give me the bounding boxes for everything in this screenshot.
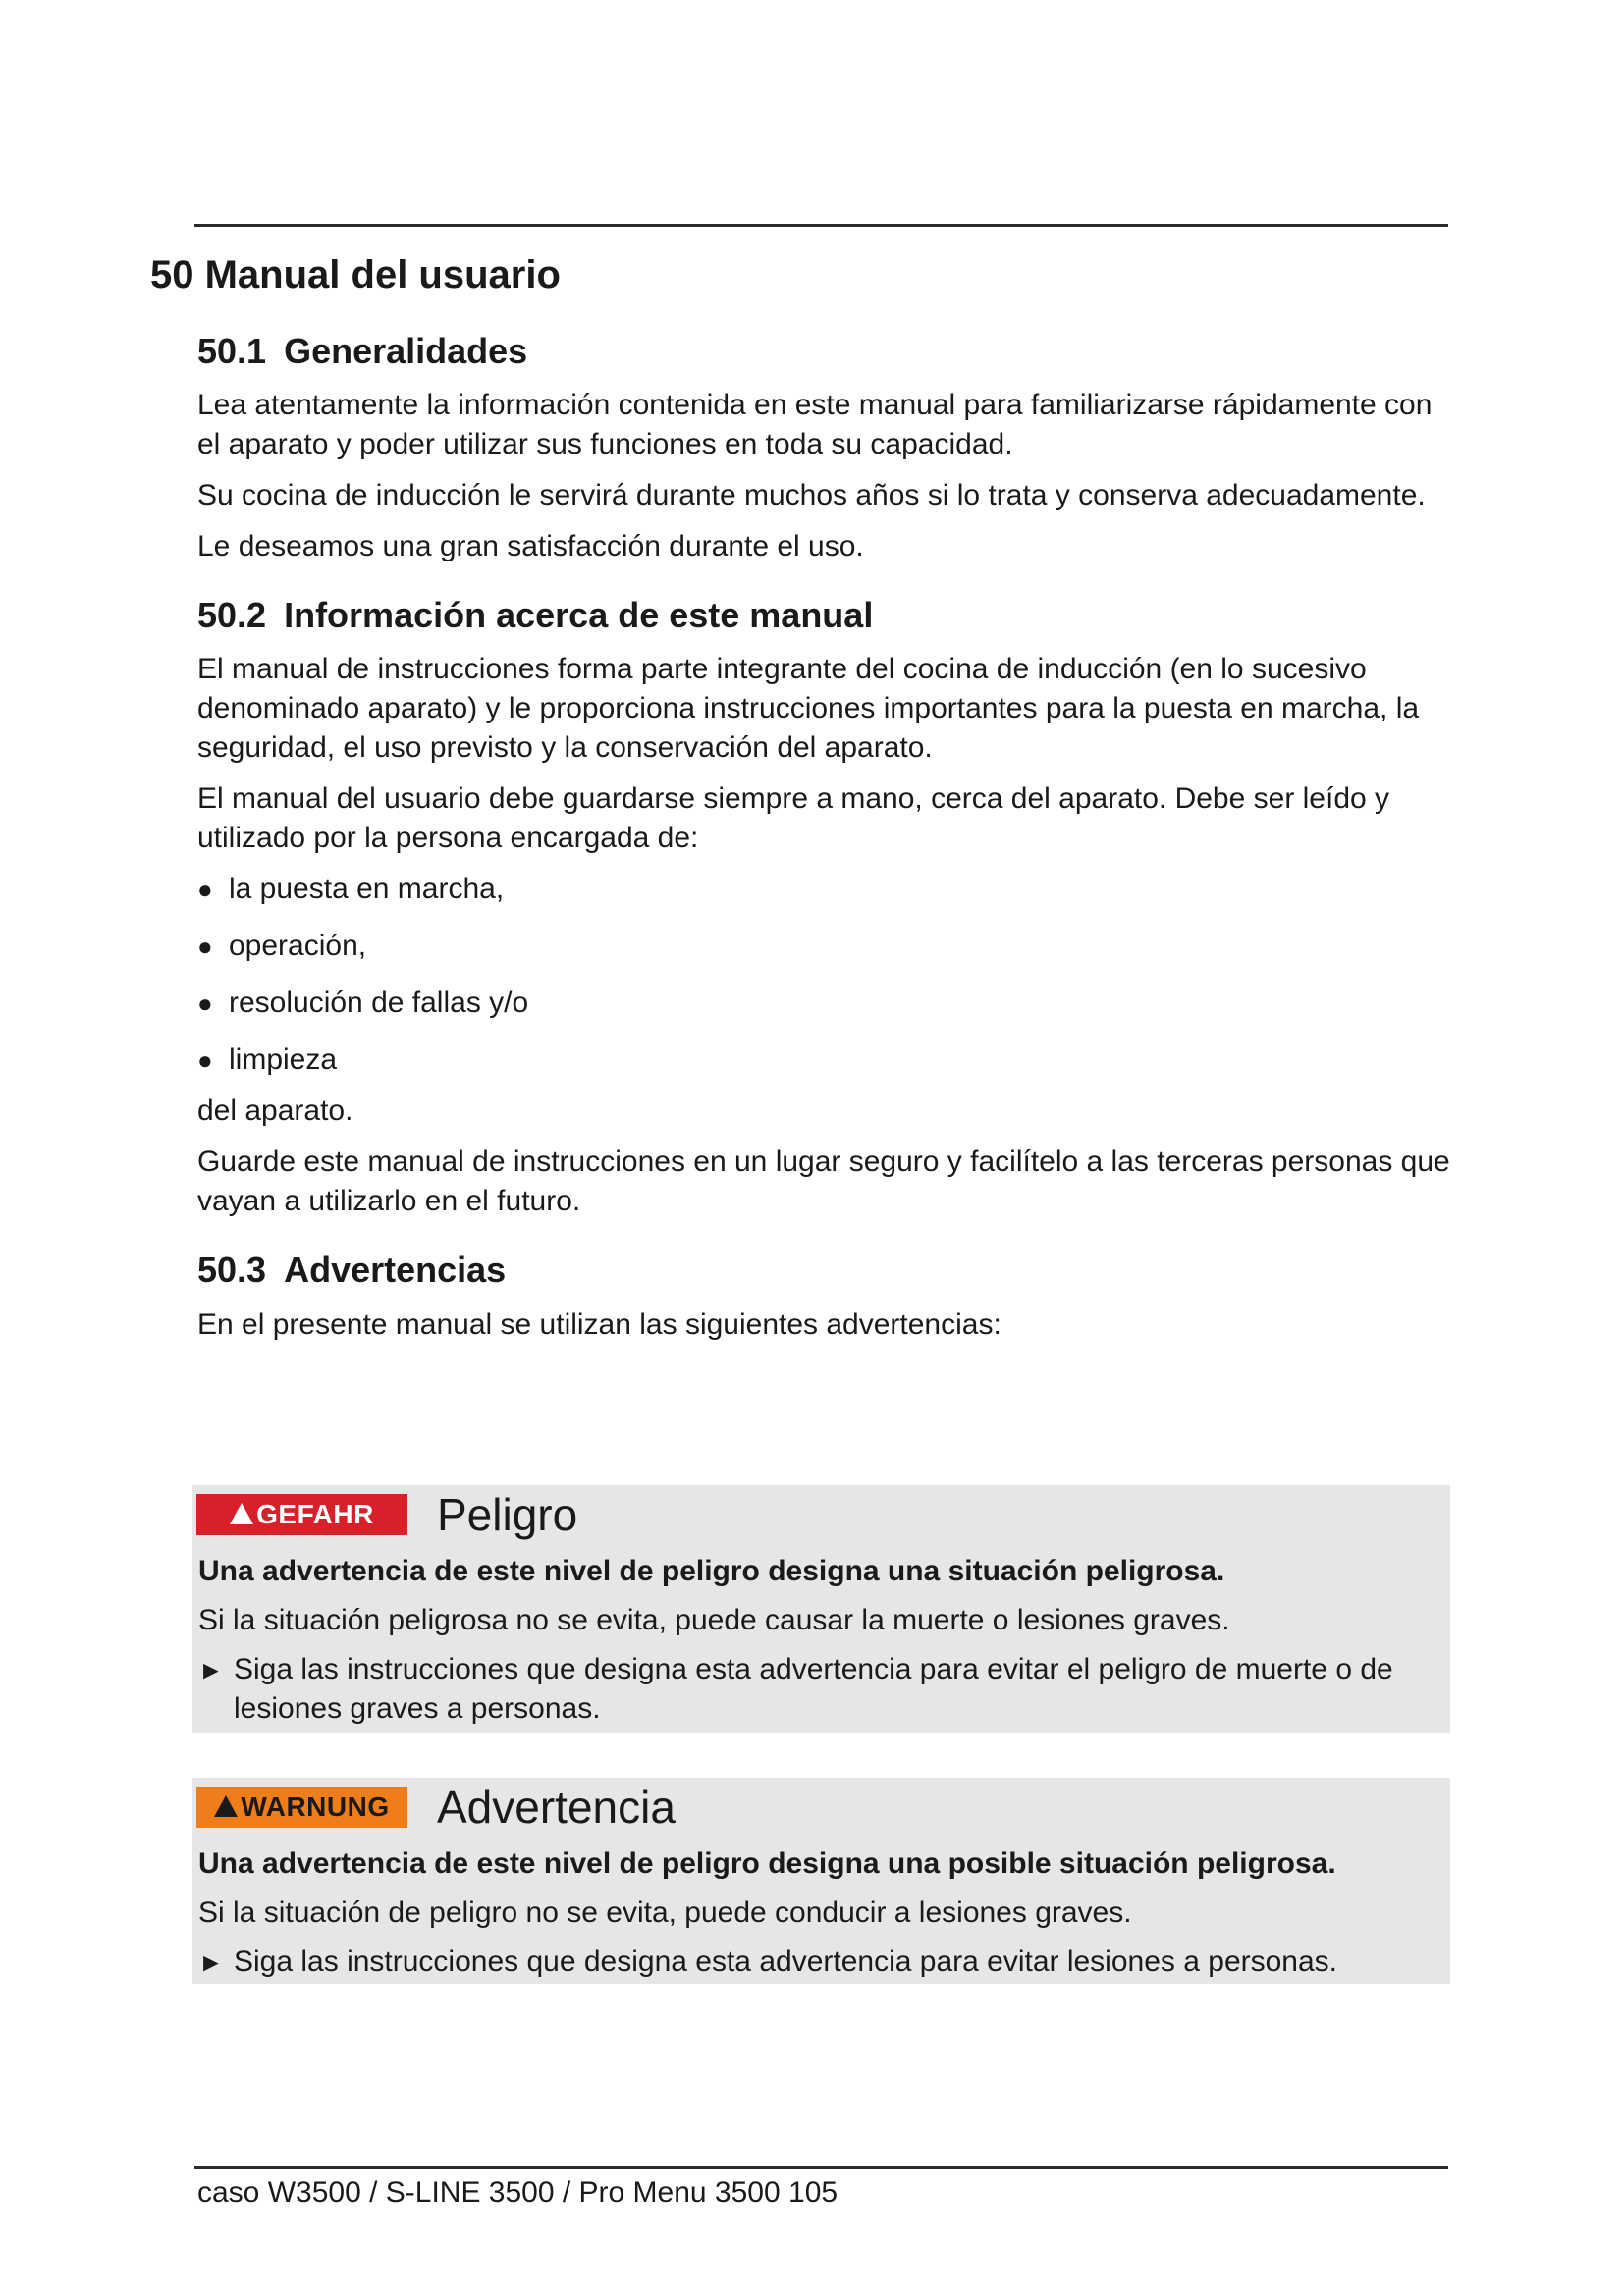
warning-instruction bbox=[198, 1943, 1450, 1982]
paragraph: Lea atentamente la información contenida en este manual para familiarizarse rápidamente con el aparato y poder utilizar sus funciones en toda su capacidad. bbox=[197, 389, 1433, 461]
warning-box-header bbox=[196, 1778, 1450, 1837]
danger-badge bbox=[196, 1494, 407, 1535]
paragraph: El manual de instrucciones forma parte integrante del cocina de inducción (en lo sucesivo denominado aparato) y le proporciona instrucciones importantes para la puesta en marcha, la seguridad, el uso previsto y la conservación del aparato. bbox=[197, 653, 1420, 765]
warning-consequence: Si la situación de peligro no se evita, puede conducir a lesiones graves. bbox=[198, 1896, 1132, 1929]
bullet-list bbox=[197, 870, 1450, 1080]
danger-warning-box bbox=[192, 1485, 1450, 1733]
bullet-icon: ● bbox=[197, 932, 213, 962]
chapter-title: 50 Manual del usuario bbox=[150, 253, 561, 296]
section-number: 50.1 bbox=[197, 331, 267, 371]
footer-rule bbox=[194, 2166, 1448, 2169]
caution-warning-box bbox=[192, 1778, 1450, 1984]
arrow-right-icon: ► bbox=[198, 1948, 224, 1977]
warning-headline: Una advertencia de este nivel de peligro designa una posible situación peligrosa. bbox=[198, 1847, 1336, 1880]
list-item-text: operación, bbox=[229, 930, 367, 963]
badge-label: WARNUNG bbox=[241, 1791, 390, 1822]
list-item bbox=[197, 870, 1450, 909]
section-title: Generalidades bbox=[284, 331, 528, 371]
instruction-text: Siga las instrucciones que designa esta advertencia para evitar lesiones a personas. bbox=[234, 1946, 1338, 1978]
section-heading-advertencias bbox=[197, 1249, 1450, 1291]
bullet-icon: ● bbox=[197, 1045, 213, 1076]
warning-instruction bbox=[198, 1650, 1450, 1729]
list-item-text: limpieza bbox=[229, 1043, 338, 1077]
section-number: 50.2 bbox=[197, 595, 267, 636]
section-heading-informacion bbox=[197, 594, 1450, 636]
warning-title: Advertencia bbox=[437, 1782, 676, 1833]
list-item bbox=[197, 984, 1450, 1023]
list-item bbox=[197, 927, 1450, 966]
paragraph: Su cocina de inducción le servirá durante muchos años si lo trata y conserva adecuadamente. bbox=[197, 479, 1426, 512]
section-heading-generalidades bbox=[197, 330, 1450, 372]
paragraph: Guarde este manual de instrucciones en un lugar seguro y facilítelo a las terceras personas que vayan a utilizarlo en el futuro. bbox=[197, 1146, 1450, 1218]
warning-triangle-icon bbox=[230, 1503, 253, 1524]
bullet-icon: ● bbox=[197, 988, 213, 1019]
paragraph: del aparato. bbox=[197, 1095, 353, 1128]
arrow-right-icon: ► bbox=[198, 1655, 224, 1684]
section-number: 50.3 bbox=[197, 1250, 267, 1291]
paragraph: El manual del usuario debe guardarse siempre a mano, cerca del aparato. Debe ser leído y utilizado por la persona encargada de: bbox=[197, 782, 1390, 855]
warning-body bbox=[196, 1544, 1450, 1729]
list-item bbox=[197, 1041, 1450, 1080]
paragraph: Le deseamos una gran satisfacción durante el uso. bbox=[197, 530, 864, 563]
instruction-text: Siga las instrucciones que designa esta advertencia para evitar el peligro de muerte o de lesiones graves a personas. bbox=[234, 1653, 1393, 1725]
warning-consequence: Si la situación peligrosa no se evita, puede causar la muerte o lesiones graves. bbox=[198, 1604, 1230, 1636]
badge-label: GEFAHR bbox=[256, 1499, 374, 1529]
list-item-text: resolución de fallas y/o bbox=[229, 987, 529, 1020]
section-title: Información acerca de este manual bbox=[284, 595, 874, 636]
warning-triangle-icon bbox=[214, 1795, 238, 1817]
main-content bbox=[197, 330, 1450, 1345]
warning-body bbox=[196, 1837, 1450, 1982]
warning-headline: Una advertencia de este nivel de peligro designa una situación peligrosa. bbox=[198, 1555, 1225, 1587]
warning-box-header bbox=[196, 1485, 1450, 1544]
warning-badge bbox=[196, 1787, 407, 1828]
bullet-icon: ● bbox=[197, 875, 213, 905]
page-footer: caso W3500 / S-LINE 3500 / Pro Menu 3500 105 bbox=[197, 2176, 839, 2209]
section-title: Advertencias bbox=[284, 1250, 507, 1291]
warning-title: Peligro bbox=[437, 1489, 578, 1540]
paragraph: En el presente manual se utilizan las siguientes advertencias: bbox=[197, 1308, 1001, 1341]
header-rule bbox=[194, 224, 1448, 227]
list-item-text: la puesta en marcha, bbox=[229, 873, 505, 906]
